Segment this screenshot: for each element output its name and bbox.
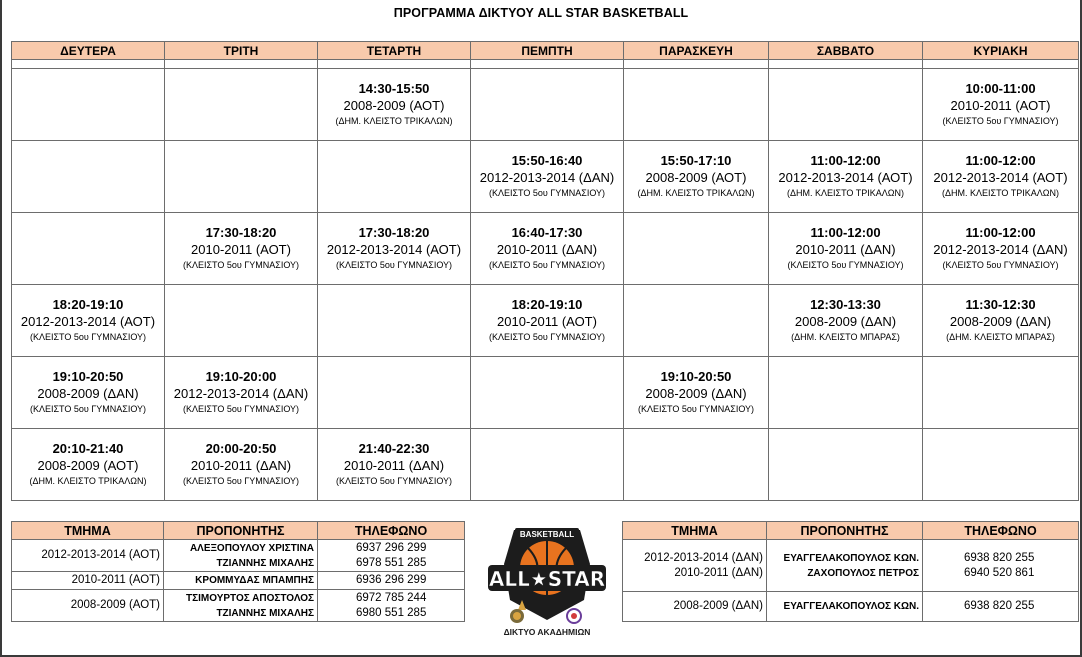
contact-coach: ΤΣΙΜΟΥΡΤΟΣ ΑΠΟΣΤΟΛΟΣ [185, 592, 314, 604]
spacer-cell [471, 60, 624, 69]
contacts-header-coach: ΠΡΟΠΟΝΗΤΗΣ [767, 522, 923, 540]
contacts-table-right [622, 521, 1079, 622]
empty-slot-cell [12, 141, 165, 213]
session-team: 2012-2013-2014 (ΔΑΝ) [933, 242, 1068, 257]
session-venue: (ΚΛΕΙΣΤΟ 5ου ΓΥΜΝΑΣΙΟΥ) [182, 404, 300, 414]
session-team: 2012-2013-2014 (ΑΟΤ) [933, 170, 1068, 185]
session-time: 10:00-11:00 [965, 81, 1036, 96]
session-cell [318, 429, 471, 501]
session-venue: (ΚΛΕΙΣΤΟ 5ου ΓΥΜΝΑΣΙΟΥ) [787, 260, 904, 270]
contact-coach: ΕΥΑΓΓΕΛΑΚΟΠΟΥΛΟΣ ΚΩΝ. [783, 552, 919, 564]
day-header-row [12, 42, 1079, 60]
session-venue: (ΚΛΕΙΣΤΟ 5ου ΓΥΜΝΑΣΙΟΥ) [637, 404, 755, 414]
session-cell [923, 69, 1079, 141]
empty-slot-cell [923, 429, 1079, 501]
session-time: 18:20-19:10 [52, 297, 124, 312]
contact-team-cell [12, 572, 164, 590]
contact-row [12, 572, 465, 590]
session-team: 2010-2011 (ΑΟΤ) [950, 98, 1051, 113]
contact-phone-cell [318, 540, 465, 572]
contacts-header-row [12, 522, 465, 540]
header-spacer-row [12, 60, 1079, 69]
contacts-header-team: ΤΜΗΜΑ [623, 522, 767, 540]
session-cell [923, 141, 1079, 213]
session-time: 11:00-12:00 [965, 153, 1036, 168]
session-time: 19:10-20:50 [660, 369, 732, 384]
contact-team: 2008-2009 (ΔΑΝ) [673, 600, 763, 612]
logo-top-text: BASKETBALL [519, 530, 575, 539]
logo-main-text: ALL★STAR [488, 567, 606, 591]
empty-slot-cell [923, 357, 1079, 429]
session-time: 11:30-12:30 [965, 297, 1036, 312]
session-venue: (ΔΗΜ. ΚΛΕΙΣΤΟ ΤΡΙΚΑΛΩΝ) [786, 188, 904, 198]
schedule-row [12, 285, 1079, 357]
empty-slot-cell [471, 69, 624, 141]
day-header-wednesday: ΤΕΤΑΡΤΗ [318, 42, 471, 60]
session-venue: (ΔΗΜ. ΚΛΕΙΣΤΟ ΤΡΙΚΑΛΩΝ) [29, 476, 147, 486]
session-venue: (ΔΗΜ. ΚΛΕΙΣΤΟ ΜΠΑΡΑΣ) [946, 332, 1055, 342]
session-time: 14:30-15:50 [358, 81, 430, 96]
session-time: 15:50-17:10 [660, 153, 732, 168]
contact-phone-cell [318, 572, 465, 590]
contact-phone-cell [923, 592, 1079, 622]
logo-bottom-text: ΔΙΚΤΥΟ ΑΚΑΔΗΜΙΩΝ [503, 627, 591, 637]
session-team: 2008-2009 (ΔΑΝ) [37, 386, 139, 401]
contact-phone: 6940 520 861 [964, 566, 1035, 579]
contact-coach: ΤΖΙΑΝΝΗΣ ΜΙΧΑΛΗΣ [216, 607, 314, 619]
contact-coach: ΖΑΧΟΠΟΥΛΟΣ ΠΕΤΡΟΣ [807, 567, 919, 579]
session-team: 2010-2011 (ΔΑΝ) [795, 242, 896, 257]
document-title: ΠΡΟΓΡΑΜΜΑ ΔΙΚΤΥΟΥ ALL STAR BASKETBALL [393, 6, 689, 20]
session-venue: (ΚΛΕΙΣΤΟ 5ου ΓΥΜΝΑΣΙΟΥ) [335, 260, 453, 270]
session-time: 18:20-19:10 [511, 297, 583, 312]
contacts-header-coach: ΠΡΟΠΟΝΗΤΗΣ [164, 522, 318, 540]
session-team: 2010-2011 (ΑΟΤ) [497, 314, 597, 329]
contact-team-cell [623, 592, 767, 622]
spacer-cell [12, 60, 165, 69]
contact-team: 2010-2011 (ΔΑΝ) [674, 566, 763, 579]
session-venue: (ΔΗΜ. ΚΛΕΙΣΤΟ ΤΡΙΚΑΛΩΝ) [941, 188, 1059, 198]
session-team: 2008-2009 (ΑΟΤ) [645, 170, 747, 185]
session-cell [318, 69, 471, 141]
contact-coach-cell [164, 572, 318, 590]
session-time: 20:10-21:40 [52, 441, 124, 456]
contact-coach-cell [767, 592, 923, 622]
empty-slot-cell [165, 141, 318, 213]
contact-team: 2012-2013-2014 (ΑΟΤ) [41, 549, 160, 561]
contact-phone: 6972 785 244 [356, 591, 427, 604]
contact-team: 2012-2013-2014 (ΔΑΝ) [644, 551, 763, 564]
empty-slot-cell [165, 285, 318, 357]
contacts-header-team: ΤΜΗΜΑ [12, 522, 164, 540]
session-time: 20:00-20:50 [205, 441, 277, 456]
all-star-logo [484, 520, 610, 652]
empty-slot-cell [318, 285, 471, 357]
schedule-body [12, 60, 1079, 501]
session-venue: (ΚΛΕΙΣΤΟ 5ου ΓΥΜΝΑΣΙΟΥ) [488, 260, 606, 270]
spacer-cell [624, 60, 769, 69]
contact-team-cell [12, 590, 164, 622]
empty-slot-cell [769, 357, 923, 429]
session-team: 2008-2009 (ΔΑΝ) [794, 314, 897, 329]
spacer-cell [923, 60, 1079, 69]
contact-phone: 6980 551 285 [356, 606, 427, 619]
session-venue: (ΚΛΕΙΣΤΟ 5ου ΓΥΜΝΑΣΙΟΥ) [942, 116, 1059, 126]
empty-slot-cell [165, 69, 318, 141]
contact-row [12, 540, 465, 572]
session-team: 2008-2009 (ΔΑΝ) [645, 386, 747, 401]
session-team: 2010-2011 (ΑΟΤ) [191, 242, 291, 257]
day-header-saturday: ΣΑΒΒΑΤΟ [769, 42, 923, 60]
schedule-row [12, 429, 1079, 501]
contact-phone: 6938 820 255 [964, 600, 1035, 612]
session-cell [12, 357, 165, 429]
contact-team: 2008-2009 (ΑΟΤ) [70, 599, 160, 611]
schedule-row [12, 357, 1079, 429]
session-venue: (ΚΛΕΙΣΤΟ 5ου ΓΥΜΝΑΣΙΟΥ) [29, 332, 147, 342]
contact-coach-cell [164, 590, 318, 622]
empty-slot-cell [318, 141, 471, 213]
weekly-schedule-table [11, 41, 1079, 501]
empty-slot-cell [769, 429, 923, 501]
session-time: 21:40-22:30 [358, 441, 430, 456]
contact-team-cell [623, 540, 767, 592]
day-header-monday: ΔΕΥΤΕΡΑ [12, 42, 165, 60]
session-cell [769, 285, 923, 357]
session-time: 11:00-12:00 [810, 153, 881, 168]
schedule-row [12, 213, 1079, 285]
schedule-row [12, 141, 1079, 213]
session-venue: (ΔΗΜ. ΚΛΕΙΣΤΟ ΤΡΙΚΑΛΩΝ) [335, 116, 453, 126]
session-cell [318, 213, 471, 285]
empty-slot-cell [318, 357, 471, 429]
session-cell [165, 357, 318, 429]
spacer-cell [769, 60, 923, 69]
empty-slot-cell [12, 69, 165, 141]
contacts-header-phone: ΤΗΛΕΦΩΝΟ [923, 522, 1079, 540]
day-header-tuesday: ΤΡΙΤΗ [165, 42, 318, 60]
session-team: 2012-2013-2014 (ΔΑΝ) [173, 386, 309, 401]
session-time: 11:00-12:00 [810, 225, 881, 240]
contact-phone: 6978 551 285 [356, 556, 427, 569]
session-cell [624, 141, 769, 213]
session-time: 19:10-20:50 [52, 369, 124, 384]
empty-slot-cell [471, 429, 624, 501]
session-team: 2012-2013-2014 (ΑΟΤ) [20, 314, 156, 329]
session-time: 17:30-18:20 [358, 225, 430, 240]
session-venue: (ΔΗΜ. ΚΛΕΙΣΤΟ ΤΡΙΚΑΛΩΝ) [637, 188, 755, 198]
session-cell [471, 213, 624, 285]
session-venue: (ΚΛΕΙΣΤΟ 5ου ΓΥΜΝΑΣΙΟΥ) [488, 188, 606, 198]
session-cell [12, 429, 165, 501]
session-time: 11:00-12:00 [965, 225, 1036, 240]
schedule-row [12, 69, 1079, 141]
session-cell [923, 285, 1079, 357]
session-team: 2010-2011 (ΔΑΝ) [343, 458, 445, 473]
contact-team-cell [12, 540, 164, 572]
contact-coach: ΤΖΙΑΝΝΗΣ ΜΙΧΑΛΗΣ [216, 557, 314, 569]
contacts-body-right [623, 540, 1079, 622]
session-team: 2010-2011 (ΔΑΝ) [496, 242, 598, 257]
session-team: 2008-2009 (ΑΟΤ) [37, 458, 139, 473]
session-cell [923, 213, 1079, 285]
contacts-table-left [11, 521, 465, 622]
session-cell [769, 213, 923, 285]
spacer-cell [165, 60, 318, 69]
session-team: 2008-2009 (ΑΟΤ) [343, 98, 445, 113]
session-venue: (ΚΛΕΙΣΤΟ 5ου ΓΥΜΝΑΣΙΟΥ) [29, 404, 147, 414]
session-cell [624, 357, 769, 429]
contact-phone: 6938 820 255 [964, 551, 1035, 564]
empty-slot-cell [769, 69, 923, 141]
contact-row [623, 592, 1079, 622]
day-header-thursday: ΠΕΜΠΤΗ [471, 42, 624, 60]
contact-coach: ΑΛΕΞΟΠΟΥΛΟΥ ΧΡΙΣΤΙΝΑ [189, 542, 314, 554]
empty-slot-cell [471, 357, 624, 429]
contact-coach: ΚΡΟΜΜΥΔΑΣ ΜΠΑΜΠΗΣ [195, 575, 314, 586]
session-cell [165, 213, 318, 285]
empty-slot-cell [624, 213, 769, 285]
session-venue: (ΚΛΕΙΣΤΟ 5ου ΓΥΜΝΑΣΙΟΥ) [182, 260, 300, 270]
session-cell [12, 285, 165, 357]
contact-phone: 6937 296 299 [356, 541, 427, 554]
empty-slot-cell [624, 285, 769, 357]
session-time: 16:40-17:30 [511, 225, 583, 240]
session-cell [471, 141, 624, 213]
session-venue: (ΚΛΕΙΣΤΟ 5ου ΓΥΜΝΑΣΙΟΥ) [942, 260, 1059, 270]
session-venue: (ΚΛΕΙΣΤΟ 5ου ΓΥΜΝΑΣΙΟΥ) [335, 476, 453, 486]
contact-coach: ΕΥΑΓΓΕΛΑΚΟΠΟΥΛΟΣ ΚΩΝ. [783, 601, 919, 612]
session-cell [471, 285, 624, 357]
contact-row [623, 540, 1079, 592]
page-border-left [0, 0, 2, 657]
session-cell [769, 141, 923, 213]
session-team: 2010-2011 (ΔΑΝ) [190, 458, 292, 473]
session-team: 2012-2013-2014 (ΑΟΤ) [326, 242, 462, 257]
session-team: 2012-2013-2014 (ΑΟΤ) [778, 170, 913, 185]
contacts-header-phone: ΤΗΛΕΦΩΝΟ [318, 522, 465, 540]
empty-slot-cell [12, 213, 165, 285]
session-team: 2008-2009 (ΔΑΝ) [949, 314, 1052, 329]
contact-team: 2010-2011 (ΑΟΤ) [71, 574, 160, 586]
session-time: 12:30-13:30 [810, 297, 881, 312]
day-header-sunday: ΚΥΡΙΑΚΗ [923, 42, 1079, 60]
session-time: 19:10-20:00 [205, 369, 277, 384]
session-time: 17:30-18:20 [205, 225, 277, 240]
contact-phone: 6936 296 299 [356, 574, 427, 586]
all-star-logo-graphic [484, 520, 610, 652]
empty-slot-cell [624, 429, 769, 501]
contacts-body-left [12, 540, 465, 622]
contact-phone-cell [923, 540, 1079, 592]
contact-coach-cell [767, 540, 923, 592]
day-header-friday: ΠΑΡΑΣΚΕΥΗ [624, 42, 769, 60]
contact-phone-cell [318, 590, 465, 622]
session-team: 2012-2013-2014 (ΔΑΝ) [479, 170, 615, 185]
session-venue: (ΚΛΕΙΣΤΟ 5ου ΓΥΜΝΑΣΙΟΥ) [182, 476, 300, 486]
contact-row [12, 590, 465, 622]
empty-slot-cell [624, 69, 769, 141]
contacts-header-row [623, 522, 1079, 540]
session-venue: (ΔΗΜ. ΚΛΕΙΣΤΟ ΜΠΑΡΑΣ) [791, 332, 900, 342]
spacer-cell [318, 60, 471, 69]
session-cell [165, 429, 318, 501]
session-time: 15:50-16:40 [511, 153, 583, 168]
contact-coach-cell [164, 540, 318, 572]
session-venue: (ΚΛΕΙΣΤΟ 5ου ΓΥΜΝΑΣΙΟΥ) [488, 332, 606, 342]
